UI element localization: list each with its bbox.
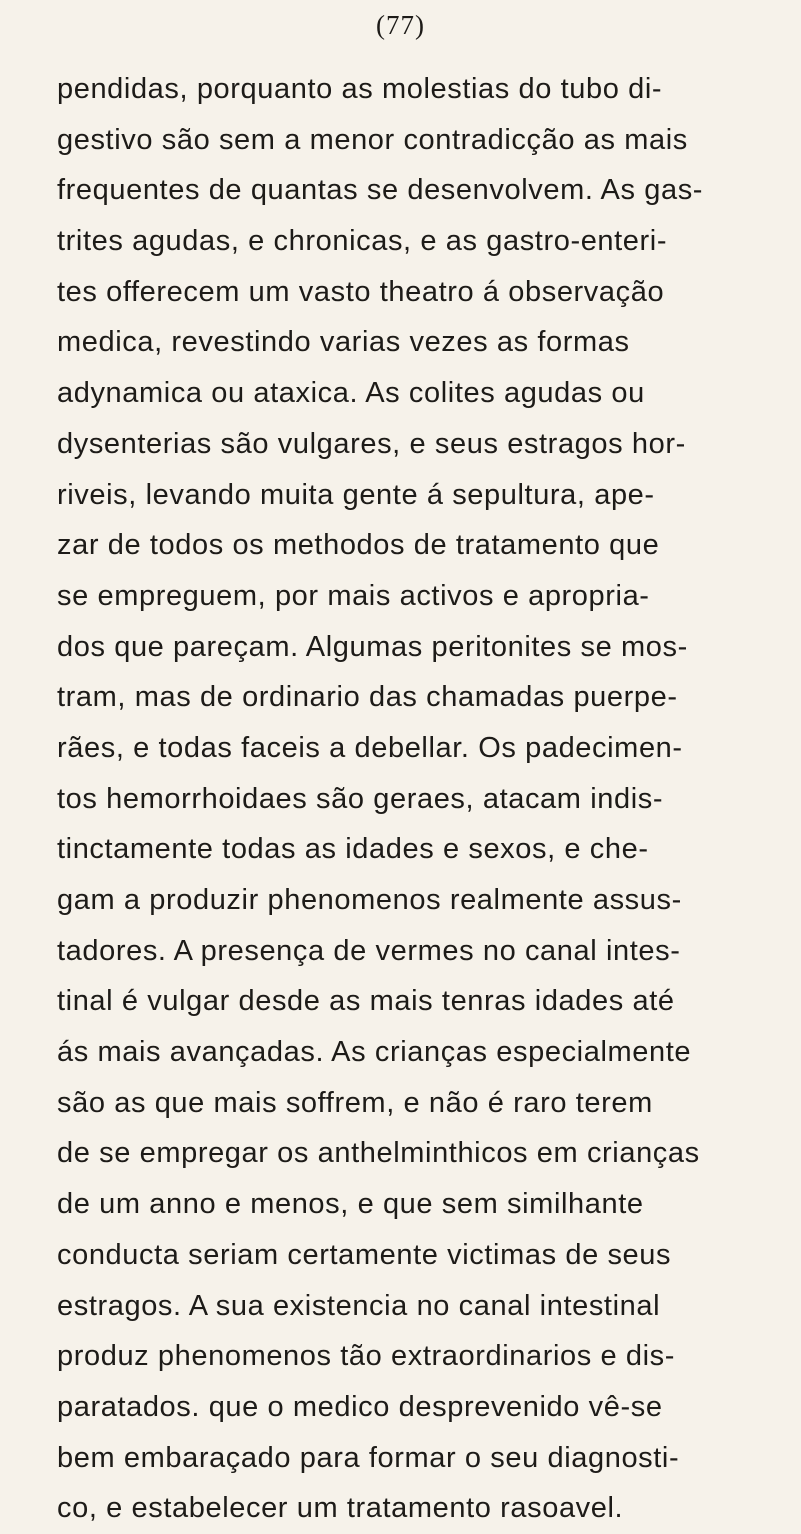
text-line: gam a produzir phenomenos realmente assus- <box>57 884 682 916</box>
text-line: tram, mas de ordinario das chamadas puerpe- <box>57 681 678 714</box>
text-line: riveis, levando muita gente á sepultura, ape- <box>57 478 655 511</box>
text-line: pendidas, porquanto as molestias do tubo di- <box>57 73 663 105</box>
text-line: zar de todos os methodos de tratamento que <box>57 529 660 562</box>
text-line: paratados. que o medico desprevenido vê-se <box>57 1390 663 1423</box>
text-line: são as que mais soffrem, e não é raro terem <box>57 1086 653 1119</box>
text-line: ás mais avançadas. As crianças especialmente <box>57 1036 692 1069</box>
text-line: dysenterias são vulgares, e seus estragos hor- <box>57 427 686 460</box>
text-line: produz phenomenos tão extraordinarios e dis- <box>57 1340 676 1373</box>
text-line: tinctamente todas as idades e sexos, e che- <box>57 833 649 866</box>
text-line: co, e estabelecer um tratamento rasoavel. <box>57 1492 624 1525</box>
text-line: rães, e todas faceis a debellar. Os padecimen- <box>57 731 683 764</box>
text-line: de se empregar os anthelminthicos em crianças <box>57 1137 700 1170</box>
text-line: trites agudas, e chronicas, e as gastro-enteri- <box>57 225 668 258</box>
text-line: de um anno e menos, e que sem similhante <box>57 1188 644 1221</box>
text-line: tadores. A presença de vermes no canal intes- <box>57 934 681 967</box>
page-number: (77) <box>376 10 425 40</box>
text-line: se empreguem, por mais activos e apropria- <box>57 579 650 612</box>
text-line: conducta seriam certamente victimas de seus <box>57 1238 672 1271</box>
text-line: tinal é vulgar desde as mais tenras idades até <box>57 985 675 1018</box>
text-line: gestivo são sem a menor contradicção as mais <box>57 123 688 156</box>
text-line: dos que pareçam. Algumas peritonites se mos- <box>57 630 688 663</box>
text-line: medica, revestindo varias vezes as formas <box>57 326 630 359</box>
text-line: estragos. A sua existencia no canal intestinal <box>57 1289 661 1322</box>
text-line: adynamica ou ataxica. As colites agudas ou <box>57 377 645 410</box>
text-line: bem embaraçado para formar o seu diagnosti- <box>57 1441 680 1474</box>
body-text <box>57 64 787 1534</box>
text-line: frequentes de quantas se desenvolvem. As gas- <box>57 174 704 207</box>
text-line: tes offerecem um vasto theatro á observação <box>57 275 665 308</box>
text-line: tos hemorrhoidaes são geraes, atacam indis- <box>57 782 664 815</box>
